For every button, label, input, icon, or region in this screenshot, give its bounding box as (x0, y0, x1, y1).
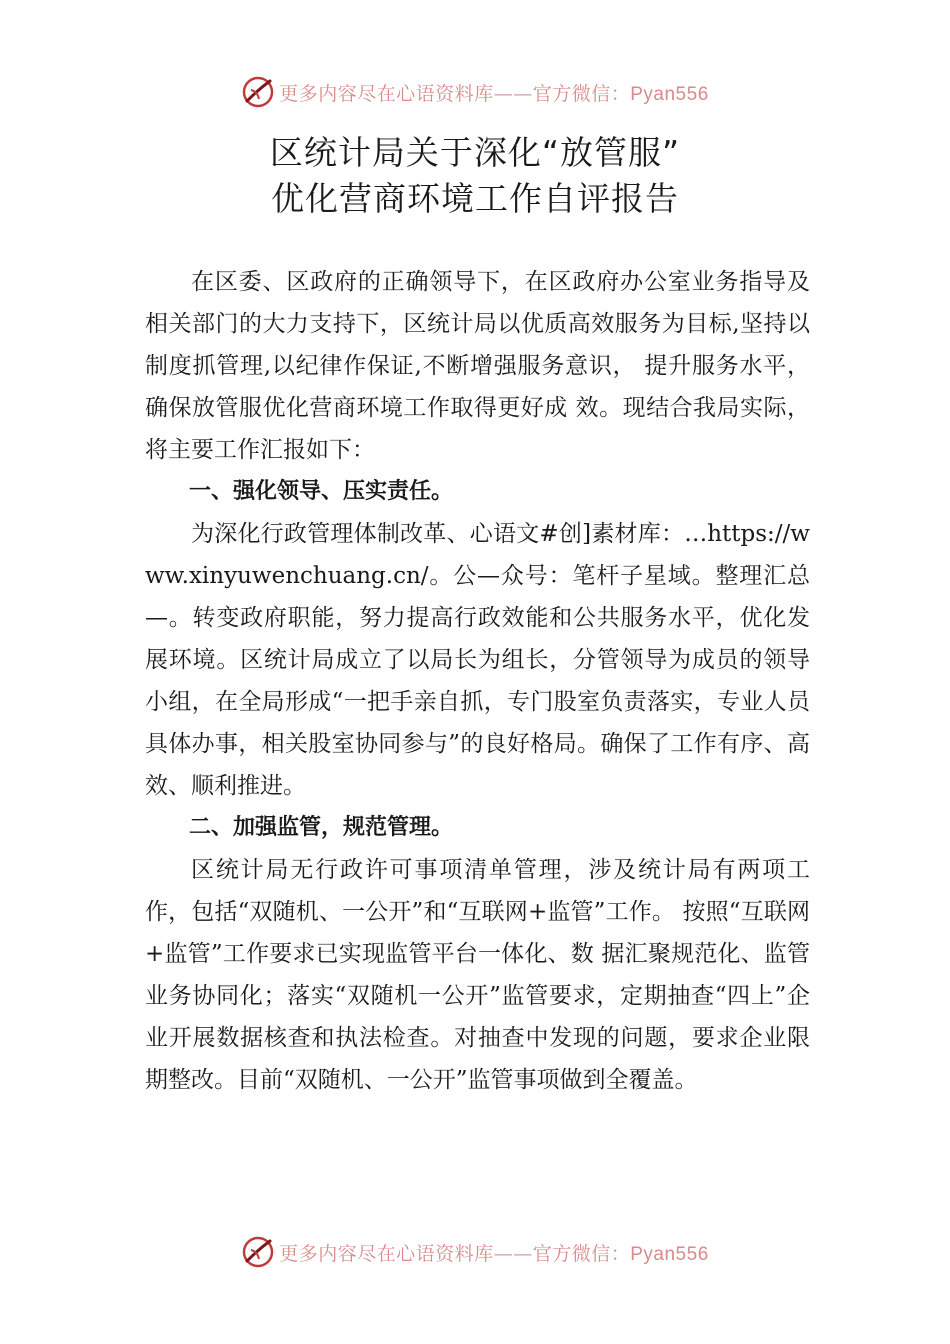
header-watermark (0, 72, 950, 112)
watermark-dash: —— (493, 1242, 533, 1265)
watermark-suffix: 官方微信： (532, 82, 631, 105)
watermark-code: Pyan556 (630, 83, 709, 105)
section-2-paragraph: 区统计局无行政许可事项清单管理，涉及统计局有两项工作，包括“双随机、一公开”和“互联网+监管”工作。 按照“互联网+监管”工作要求已实现监管平台一体化、数 据汇聚规范化、监管业务协同化；落实“双随机一公开”监管要求，定期抽查“四上”企业开展数据核查和执法检查。对抽查中发现的问题，要求企业限期整改。目前“双随机、一公开”监管事项做到全覆盖。 (145, 857, 810, 1093)
section-1-paragraph: 为深化行政管理体制改革、心语文#创]素材库：…https://www.xinyuwenchuang.cn/。公—众号：笔杆子星域。整理汇总—。转变政府职能，努力提高行政效能和公共服务水平，优化发展环境。区统计局成立了以局长为组长，分管领导为成员的领导小组，在全局形成“一把手亲自抓，专门股室负责落实，专业人员具体办事，相关股室协同参与”的良好格局。确保了工作有序、高效、顺利推进。 (145, 521, 810, 799)
document-body (145, 261, 810, 1101)
watermark-code: Pyan556 (630, 1243, 709, 1265)
pen-logo-icon (241, 75, 275, 109)
watermark-suffix: 官方微信： (532, 1242, 631, 1265)
watermark-dash: —— (493, 82, 533, 105)
footer-watermark (0, 1232, 950, 1272)
pen-logo-icon (241, 1235, 275, 1269)
watermark-text: 更多内容尽在心语资料库 (279, 82, 494, 105)
title-line-2: 优化营商环境工作自评报告 (271, 179, 679, 218)
section-2-heading: 二、加强监管，规范管理。 (189, 815, 454, 840)
watermark-text: 更多内容尽在心语资料库 (279, 1242, 494, 1265)
title-line-1: 区统计局关于深化“放管服” (269, 133, 681, 172)
document-title (0, 130, 950, 222)
intro-paragraph: 在区委、区政府的正确领导下，在区政府办公室业务指导及相关部门的大力支持下，区统计局以优质高效服务为目标,坚持以制度抓管理,以纪律作保证,不断增强服务意识， 提升服务水平，确保放管服优化营商环境工作取得更好成 效。现结合我局实际，将主要工作汇报如下： (145, 269, 810, 463)
section-1-heading: 一、强化领导、压实责任。 (189, 479, 454, 504)
